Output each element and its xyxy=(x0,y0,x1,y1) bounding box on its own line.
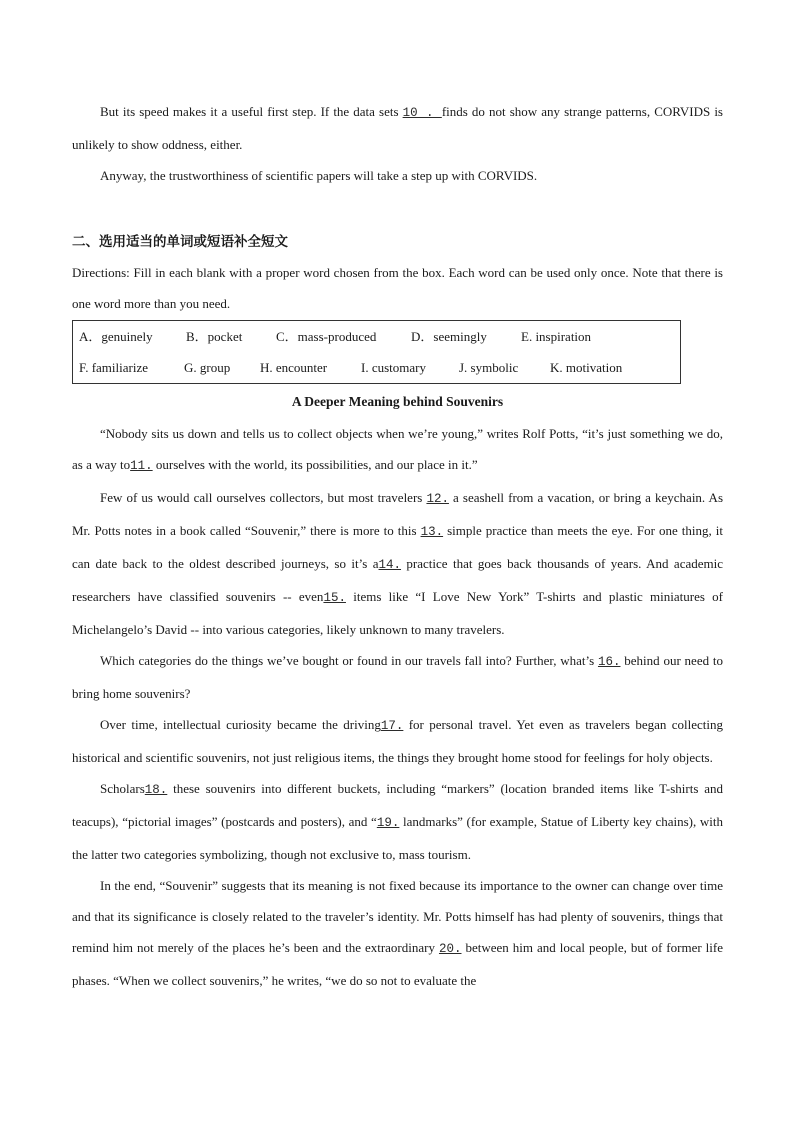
blank-14[interactable]: 14. xyxy=(378,558,402,572)
paragraph-continuation-2: Anyway, the trustworthiness of scientific papers will take a step up with CORVIDS. xyxy=(100,168,538,183)
text: Over time, intellectual curiosity became the driving xyxy=(100,717,381,732)
passage-paragraph-6 xyxy=(72,870,723,996)
word-option-g: G. group xyxy=(184,360,231,375)
paragraph-continuation-1 xyxy=(72,96,723,160)
word-option-c: C．mass-produced xyxy=(276,329,377,344)
text: between him and local people, but of former life phases. “When we collect souvenirs,” he writes, “we do so not to evaluate the xyxy=(72,940,723,988)
word-option-h: H. encounter xyxy=(260,360,328,375)
word-option-a: A．genuinely xyxy=(79,329,153,344)
word-bank-box xyxy=(72,320,681,384)
blank-15[interactable]: 15. xyxy=(323,591,346,605)
blank-10[interactable]: 10 . xyxy=(402,106,442,120)
word-bank-row-1 xyxy=(79,321,674,352)
word-option-i: I. customary xyxy=(361,360,426,375)
passage-paragraph-1 xyxy=(72,418,723,482)
passage-paragraph-4 xyxy=(72,709,723,773)
text: these souvenirs into different buckets, including “markers” (location branded items like T-shirts and teacups), “pictorial images” (postcards and posters), and “ xyxy=(72,781,723,829)
text: simple practice than meets the eye. For one thing, it can date back to the oldest described journeys, so it’s a xyxy=(72,523,724,571)
text: “Nobody sits us down and tells us to collect objects when we’re young,” writes Rolf Potts, “it’s just something we do, as a way to xyxy=(72,426,723,472)
text: for personal travel. Yet even as travelers began collecting historical and scientific souvenirs, not just religious items, the things they brought home stood for feelings for holy objects. xyxy=(72,717,723,765)
text: items like “I Love New York” T-shirts and plastic miniatures of Michelangelo’s David -- into various categories, likely unknown to many travelers. xyxy=(72,589,723,637)
passage-paragraph-3 xyxy=(72,645,723,709)
text: a seashell from a vacation, or bring a keychain. As Mr. Potts notes in a book called “Souvenir,” there is more to this xyxy=(72,490,723,538)
blank-16[interactable]: 16. xyxy=(597,655,621,669)
blank-13[interactable]: 13. xyxy=(420,525,444,539)
word-bank-row-2 xyxy=(79,352,674,383)
blank-20[interactable]: 20. xyxy=(438,942,462,956)
word-option-e: E. inspiration xyxy=(521,329,592,344)
document-page xyxy=(72,96,723,996)
text: ourselves with the world, its possibilities, and our place in it.” xyxy=(152,457,478,472)
blank-19[interactable]: 19. xyxy=(376,816,400,830)
text: finds do not show any strange patterns, CORVIDS is unlikely to show oddness, either. xyxy=(72,104,723,152)
spacer xyxy=(72,191,723,227)
word-option-j: J. symbolic xyxy=(459,360,519,375)
blank-11[interactable]: 11. xyxy=(130,459,153,473)
blank-12[interactable]: 12. xyxy=(426,492,449,506)
word-option-b: B．pocket xyxy=(186,329,243,344)
text: In the end, “Souvenir” suggests that its meaning is not fixed because its importance to the owner can change over time and that its significance is closely related to the traveler’s identity. Mr. Potts himself has had plenty of souvenirs, things that remind him not merely of the places he’s been and the extraordinary xyxy=(72,878,723,955)
word-option-d: D．seemingly xyxy=(411,329,487,344)
passage-title: A Deeper Meaning behind Souvenirs xyxy=(291,394,504,409)
text: Scholars xyxy=(100,781,145,796)
text: landmarks” (for example, Statue of Liberty key chains), with the latter two categories symbolizing, though not exclusive to, mass tourism. xyxy=(72,814,723,862)
text: Few of us would call ourselves collectors, but most travelers xyxy=(100,490,427,505)
text: Which categories do the things we’ve bought or found in our travels fall into? Further, what’s xyxy=(100,653,598,668)
section-heading: 二、选用适当的单词或短语补全短文 xyxy=(72,234,288,250)
text: behind our need to bring home souvenirs? xyxy=(72,653,723,701)
passage-paragraph-2 xyxy=(72,482,723,645)
blank-17[interactable]: 17. xyxy=(380,719,404,733)
word-option-f: F. familiarize xyxy=(79,360,148,375)
directions-text: Directions: Fill in each blank with a proper word chosen from the box. Each word can be used only once. Note that there is one word more than you need. xyxy=(72,265,723,311)
word-option-k: K. motivation xyxy=(550,360,623,375)
text: practice that goes back thousands of years. And academic researchers have classified souvenirs -- even xyxy=(72,556,724,604)
passage-paragraph-5 xyxy=(72,773,723,870)
blank-18[interactable]: 18. xyxy=(144,783,168,797)
text: But its speed makes it a useful first step. If the data sets xyxy=(100,104,403,119)
